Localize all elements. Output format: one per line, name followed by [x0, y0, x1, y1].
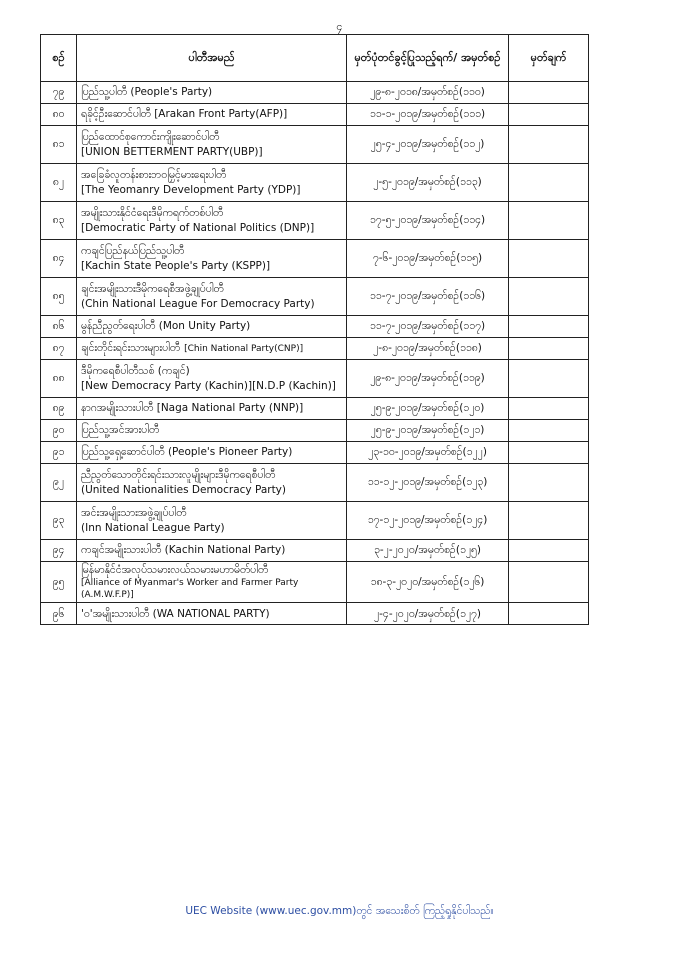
table-row [41, 502, 589, 540]
party-name-primary: ကချင်ပြည်နယ်ပြည်သူ့ပါတီ [81, 245, 185, 258]
party-name-primary: ကချင်အမျိုးသားပါတီ (Kachin National Party) [81, 544, 286, 557]
party-name-cell [77, 603, 347, 625]
party-name-english: [UNION BETTERMENT PARTY(UBP)] [81, 145, 263, 158]
registration-date: ၃-၂-၂၀၂၀/အမှတ်စဉ်(၁၂၅) [347, 540, 509, 562]
row-number: ၉၃ [41, 502, 77, 540]
registration-date: ၂-၅-၂၀၁၉/အမှတ်စဉ်(၁၁၃) [347, 164, 509, 202]
party-name-cell [77, 164, 347, 202]
table-row [41, 603, 589, 625]
table-row [41, 278, 589, 316]
remarks-cell [509, 278, 589, 316]
registration-date: ၁၁-၁-၂၀၁၉/အမှတ်စဉ်(၁၁၁) [347, 104, 509, 126]
party-name-cell [77, 360, 347, 398]
party-name-primary: ချင်းအမျိုးသားဒီမိုကရေစီအဖွဲ့ချုပ်ပါတီ [81, 283, 224, 296]
table-row [41, 82, 589, 104]
table-row [41, 104, 589, 126]
party-name-primary: အင်းအမျိုးသားအဖွဲ့ချုပ်ပါတီ [81, 507, 187, 520]
header-no: စဉ် [41, 35, 77, 82]
party-name-english: [The Yeomanry Development Party (YDP)] [81, 183, 301, 196]
remarks-cell [509, 398, 589, 420]
table-row [41, 398, 589, 420]
registration-date: ၂-၄-၂၀၂၀/အမှတ်စဉ်(၁၂၇) [347, 603, 509, 625]
party-registration-table [40, 34, 589, 625]
row-number: ၉၄ [41, 540, 77, 562]
table-row [41, 420, 589, 442]
party-name-cell [77, 502, 347, 540]
table-row [41, 202, 589, 240]
registration-date: ၂-၈-၂၀၁၉/အမှတ်စဉ်(၁၁၈) [347, 338, 509, 360]
party-name-primary: အခြေခံလူတန်းစားဘဝမြှင့်မားရေးပါတီ [81, 169, 227, 182]
table-row [41, 338, 589, 360]
remarks-cell [509, 316, 589, 338]
registration-date: ၂၉-၈-၂၀၁၈/အမှတ်စဉ်(၁၁၀) [347, 82, 509, 104]
remarks-cell [509, 442, 589, 464]
party-name-english: (Chin National League For Democracy Party) [81, 297, 315, 310]
party-name-english: [Kachin State People's Party (KSPP)] [81, 259, 271, 272]
party-name-primary: ပြည်သူ့အင်အားပါတီ [81, 424, 160, 437]
table-row [41, 562, 589, 603]
party-name-english: [Alliance of Myanmar's Worker and Farmer Party (A.M.W.F.P)] [81, 578, 299, 601]
party-name-cell [77, 398, 347, 420]
row-number: ၈၆ [41, 316, 77, 338]
party-name-cell [77, 316, 347, 338]
header-registration: မှတ်ပုံတင်ခွင့်ပြုသည့်ရက်/ အမှတ်စဉ် [347, 35, 509, 82]
table-row [41, 464, 589, 502]
party-name-cell [77, 82, 347, 104]
registration-date: ၂၅-၉-၂၀၁၉/အမှတ်စဉ်(၁၂၁) [347, 420, 509, 442]
row-number: ၈၀ [41, 104, 77, 126]
table-row [41, 240, 589, 278]
remarks-cell [509, 202, 589, 240]
party-name-primary: ညီညွတ်သောတိုင်းရင်းသားလူမျိုးများဒီမိုကရေစီပါတီ [81, 469, 276, 482]
row-number: ၈၈ [41, 360, 77, 398]
party-name-primary: 'ဝ'အမျိုးသားပါတီ (WA NATIONAL PARTY) [81, 607, 270, 620]
party-name-cell [77, 104, 347, 126]
remarks-cell [509, 502, 589, 540]
party-name-primary: ပြည်သူ့ပါတီ (People's Party) [81, 86, 213, 99]
registration-date: ၁၁-၇-၂၀၁၉/အမှတ်စဉ်(၁၁၇) [347, 316, 509, 338]
table-row [41, 126, 589, 164]
party-name-english: (Inn National League Party) [81, 521, 225, 534]
party-name-primary: အမျိုးသားနိုင်ငံရေးဒီမိုကရက်တစ်ပါတီ [81, 207, 224, 220]
row-number: ၉၂ [41, 464, 77, 502]
row-number: ၉၀ [41, 420, 77, 442]
row-number: ၉၅ [41, 562, 77, 603]
remarks-cell [509, 164, 589, 202]
party-name-primary: ရခိုင့်ဦးဆောင်ပါတီ [Arakan Front Party(AFP)] [81, 108, 288, 121]
party-name-cell [77, 278, 347, 316]
registration-date: ၁၁-၇-၂၀၁၉/အမှတ်စဉ်(၁၁၆) [347, 278, 509, 316]
party-name-primary: မွန်ညီညွတ်ရေးပါတီ (Mon Unity Party) [81, 320, 251, 333]
remarks-cell [509, 126, 589, 164]
table-row [41, 442, 589, 464]
table-row [41, 164, 589, 202]
party-name-cell [77, 442, 347, 464]
party-name-english: [Democratic Party of National Politics (DNP)] [81, 221, 315, 234]
party-name-english: (United Nationalities Democracy Party) [81, 483, 286, 496]
registration-date: ၁၈-၃-၂၀၂၀/အမှတ်စဉ်(၁၂၆) [347, 562, 509, 603]
registration-date: ၂၅-၄-၂၀၁၉/အမှတ်စဉ်(၁၁၂) [347, 126, 509, 164]
registration-date: ၂၃-၁၀-၂၀၁၉/အမှတ်စဉ်(၁၂၂) [347, 442, 509, 464]
registration-date: ၁၁-၁၂-၂၀၁၉/အမှတ်စဉ်(၁၂၃) [347, 464, 509, 502]
table-header-row [41, 35, 589, 82]
row-number: ၈၂ [41, 164, 77, 202]
party-name-cell [77, 464, 347, 502]
table-row [41, 540, 589, 562]
row-number: ၈၁ [41, 126, 77, 164]
table-row [41, 360, 589, 398]
table-row [41, 316, 589, 338]
registration-date: ၂၉-၈-၂၀၁၉/အမှတ်စဉ်(၁၁၉) [347, 360, 509, 398]
row-number: ၈၉ [41, 398, 77, 420]
footer-website-note: UEC Website (www.uec.gov.mm)တွင် အသေးစိတ် ကြည့်ရှုနိုင်ပါသည်။ [185, 905, 494, 917]
registration-date: ၁၇-၁၂-၂၀၁၉/အမှတ်စဉ်(၁၂၄) [347, 502, 509, 540]
party-name-primary: ပြည်သူ့ရှေ့ဆောင်ပါတီ (People's Pioneer Party) [81, 446, 293, 459]
remarks-cell [509, 562, 589, 603]
registration-date: ၇-၆-၂၀၁၉/အမှတ်စဉ်(၁၁၅) [347, 240, 509, 278]
party-name-english: [New Democracy Party (Kachin)][N.D.P (Kachin)] [81, 379, 336, 392]
remarks-cell [509, 360, 589, 398]
header-party-name: ပါတီအမည် [77, 35, 347, 82]
row-number: ၈၅ [41, 278, 77, 316]
row-number: ၉၁ [41, 442, 77, 464]
party-name-cell [77, 126, 347, 164]
registration-date: ၂၅-၉-၂၀၁၉/အမှတ်စဉ်(၁၂၀) [347, 398, 509, 420]
party-name-primary: ချင်းတိုင်းရင်းသားများပါတီ [81, 342, 181, 355]
remarks-cell [509, 104, 589, 126]
party-name-primary: ပြည်ထောင်စုကောင်းကျိုးဆောင်ပါတီ [81, 131, 220, 144]
party-name-primary: မြန်မာနိုင်ငံအလုပ်သမားလယ်သမားမဟာမိတ်ပါတီ [81, 564, 269, 576]
remarks-cell [509, 603, 589, 625]
table-body [41, 82, 589, 625]
party-name-primary: ဒီမိုကရေစီပါတီသစ် (ကချင်) [81, 365, 190, 378]
remarks-cell [509, 240, 589, 278]
party-name-cell [77, 420, 347, 442]
party-name-cell [77, 240, 347, 278]
party-name-cell [77, 338, 347, 360]
party-name-cell [77, 562, 347, 603]
party-name-english: [Chin National Party(CNP)] [184, 344, 304, 355]
remarks-cell [509, 540, 589, 562]
party-name-cell [77, 540, 347, 562]
registration-date: ၁၇-၅-၂၀၁၉/အမှတ်စဉ်(၁၁၄) [347, 202, 509, 240]
row-number: ၇၉ [41, 82, 77, 104]
remarks-cell [509, 82, 589, 104]
remarks-cell [509, 420, 589, 442]
header-remarks: မှတ်ချက် [509, 35, 589, 82]
party-name-cell [77, 202, 347, 240]
remarks-cell [509, 338, 589, 360]
row-number: ၈၄ [41, 240, 77, 278]
page-number: ၄ [336, 20, 343, 33]
row-number: ၈၇ [41, 338, 77, 360]
remarks-cell [509, 464, 589, 502]
party-name-primary: နာဂအမျိုးသားပါတီ [Naga National Party (NNP)] [81, 402, 304, 415]
row-number: ၉၆ [41, 603, 77, 625]
row-number: ၈၃ [41, 202, 77, 240]
